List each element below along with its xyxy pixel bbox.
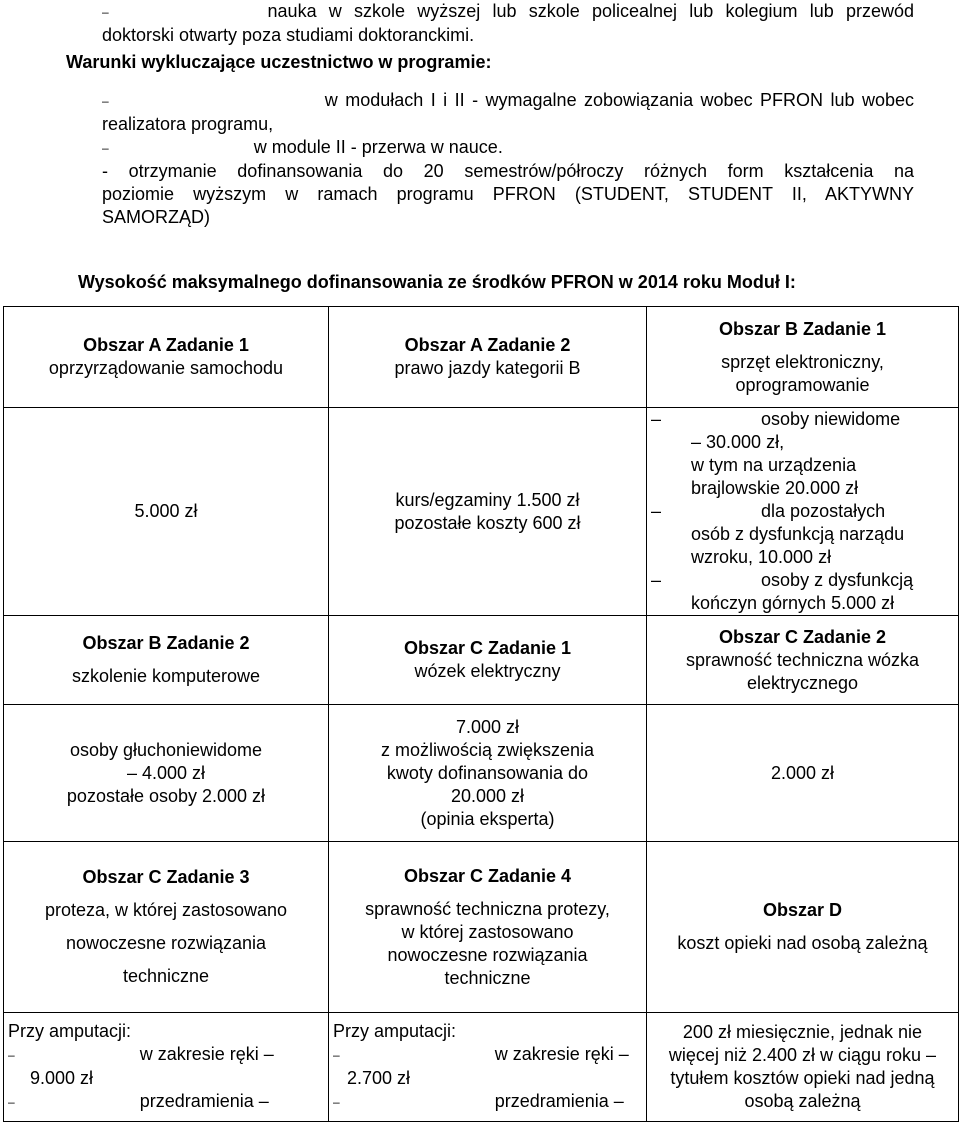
table-row [4, 307, 959, 408]
cell-c3-header: Obszar C Zadanie 3 proteza, w której zastosowano nowoczesne rozwiązania techniczne [4, 842, 329, 1013]
cell-d-header: Obszar D koszt opieki nad osobą zależną [647, 842, 959, 1013]
section-title: Wysokość maksymalnego dofinansowania ze środków PFRON w 2014 roku Moduł I: [78, 272, 796, 292]
funding-table [3, 306, 959, 1122]
cell-c2-header: Obszar C Zadanie 2 sprawność techniczna wózka elektrycznego [647, 616, 959, 705]
cell-a1-header: Obszar A Zadanie 1 oprzyrządowanie samochodu [4, 307, 329, 408]
exclusion-item-1: – w modułach I i II - wymagalne zobowiązania wobec PFRON lub wobec [102, 90, 914, 110]
cell-c4-value: Przy amputacji: – w zakresie ręki – 2.700 zł – przedramienia – [329, 1013, 647, 1122]
cell-c2-value: 2.000 zł [647, 705, 959, 842]
table-row [4, 616, 959, 705]
cell-a2-header: Obszar A Zadanie 2 prawo jazdy kategorii B [329, 307, 647, 408]
cell-b1-header: Obszar B Zadanie 1 sprzęt elektroniczny, oprogramowanie [647, 307, 959, 408]
exclusion-item-3-end: SAMORZĄD) [102, 207, 210, 227]
cell-b1-value: – osoby niewidome – 30.000 zł, w tym na urządzenia brajlowskie 20.000 zł – dla pozostałych osób z dysfunkcją narządu wzroku, 10.000 zł – osoby z dysfunkcją kończyn górnych 5.000 zł [647, 408, 959, 616]
cell-c4-header: Obszar C Zadanie 4 sprawność techniczna protezy, w której zastosowano nowoczesne rozwiązania techniczne [329, 842, 647, 1013]
table-row [4, 705, 959, 842]
table-row [4, 842, 959, 1013]
exclusion-item-3-cont: poziomie wyższym w ramach programu PFRON (STUDENT, STUDENT II, AKTYWNY [102, 184, 914, 204]
exclusion-title: Warunki wykluczające uczestnictwo w programie: [66, 52, 492, 72]
intro-text [102, 0, 914, 47]
exclusion-item-1-cont: realizatora programu, [102, 114, 274, 134]
cell-c1-header: Obszar C Zadanie 1 wózek elektryczny [329, 616, 647, 705]
exclusion-item-3: - otrzymanie dofinansowania do 20 semestrów/półroczy różnych form kształcenia na [102, 161, 914, 181]
cell-b2-value: osoby głuchoniewidome – 4.000 zł pozostałe osoby 2.000 zł [4, 705, 329, 842]
cell-d-value: 200 zł miesięcznie, jednak nie więcej niż 2.400 zł w ciągu roku – tytułem kosztów opieki nad jedną osobą zależną [647, 1013, 959, 1122]
cell-a2-value: kurs/egzaminy 1.500 zł pozostałe koszty 600 zł [329, 408, 647, 616]
exclusion-item-2: – w module II - przerwa w nauce. [102, 137, 503, 157]
table-row [4, 408, 959, 616]
cell-b2-header: Obszar B Zadanie 2 szkolenie komputerowe [4, 616, 329, 705]
intro-line-1: – nauka w szkole wyższej lub szkole policealnej lub kolegium lub przewód [102, 1, 915, 21]
intro-line-2: doktorski otwarty poza studiami doktoranckimi. [102, 25, 475, 45]
exclusion-list [102, 89, 914, 229]
cell-a1-value: 5.000 zł [4, 408, 329, 616]
cell-c1-value: 7.000 zł z możliwością zwiększenia kwoty dofinansowania do 20.000 zł (opinia eksperta) [329, 705, 647, 842]
cell-c3-value: Przy amputacji: – w zakresie ręki – 9.000 zł – przedramienia – [4, 1013, 329, 1122]
table-row [4, 1013, 959, 1122]
